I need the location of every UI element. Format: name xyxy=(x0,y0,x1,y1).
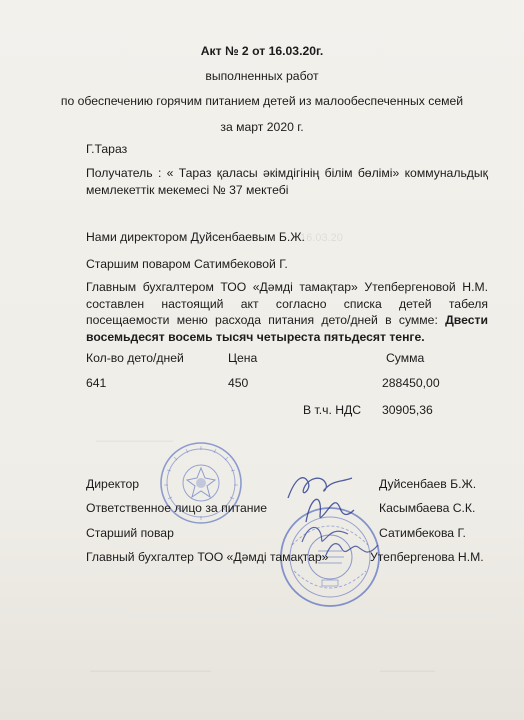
document-subtitle: выполненных работ xyxy=(205,69,319,83)
value-days: 641 xyxy=(86,376,107,390)
show-through-text: ——————————— xyxy=(90,665,211,677)
signature-name-cook: Сатимбекова Г. xyxy=(379,526,466,540)
document-subtitle-2: по обеспечению горячим питанием детей из малообеспеченных семей xyxy=(60,94,464,108)
signature-role-director: Директор xyxy=(86,477,140,491)
city: Г.Тараз xyxy=(86,142,128,156)
show-through-text: ————— xyxy=(380,665,435,677)
act-body xyxy=(86,279,488,345)
signature-name-director: Дуйсенбаев Б.Ж. xyxy=(379,477,477,491)
value-price: 450 xyxy=(228,376,249,390)
document-title: Акт № 2 от 16.03.20г. xyxy=(200,44,324,58)
header-price: Цена xyxy=(228,351,258,365)
signature-name-accountant: Утепбергенова Н.М. xyxy=(370,550,484,564)
signature-role-responsible: Ответственное лицо за питание xyxy=(86,501,268,515)
document-period: за март 2020 г. xyxy=(220,120,304,134)
show-through-text: 16.03.20 xyxy=(300,232,343,244)
act-body-amount: Двести восемьдесят восемь тысяч четыреста пятьдесят тенге. xyxy=(86,313,488,344)
signature-role-cook: Старший повар xyxy=(86,526,174,540)
commission-cook: Старшим поваром Сатимбековой Г. xyxy=(86,257,288,271)
act-body-text: Главным бухгалтером ТОО «Дәмді тамақтар» Утепбергеновой Н.М. составлен настоящий акт согласно списка детей табеля посещаемости меню расхода питания дето/дней в сумме: xyxy=(86,280,488,327)
commission-director: Нами директором Дуйсенбаевым Б.Ж. xyxy=(86,230,305,244)
recipient: Получатель : « Тараз қаласы әкімдігінің білім бөлімі» коммунальдық мемлекеттік мекемесі № 37 мектебі xyxy=(86,166,488,197)
vat-value: 30905,36 xyxy=(382,403,433,417)
signature-name-responsible: Касымбаева С.К. xyxy=(379,501,476,515)
header-sum: Сумма xyxy=(386,351,425,365)
signature-role-accountant: Главный бухгалтер ТОО «Дәмді тамақтар» xyxy=(86,550,329,564)
value-sum: 288450,00 xyxy=(382,376,440,390)
vat-label: В т.ч. НДС xyxy=(303,403,362,417)
header-days: Кол-во дето/дней xyxy=(86,351,184,365)
show-through-text: ——————— xyxy=(96,435,173,447)
